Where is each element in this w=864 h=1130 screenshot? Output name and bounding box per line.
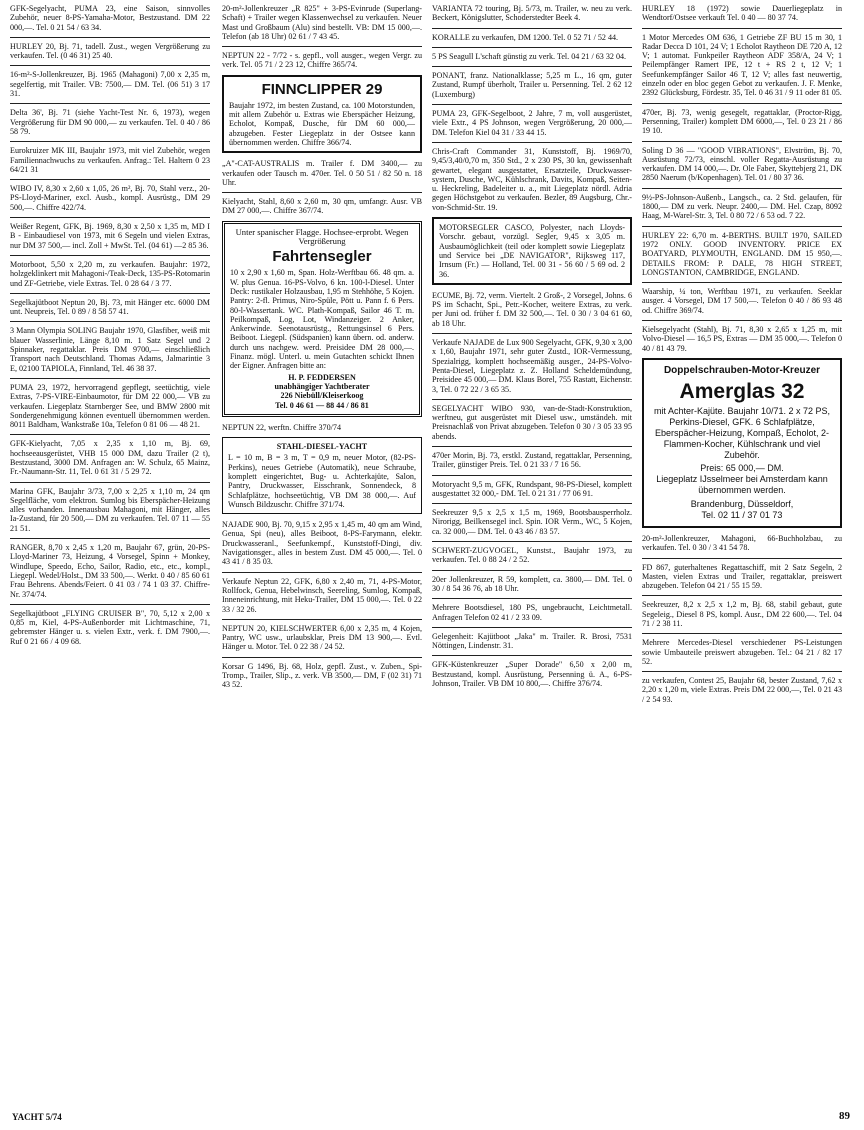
classified-ad: Verkaufe Neptun 22, GFK, 6,80 x 2,40 m, 71, 4-PS-Motor, Rollfock, Genua, Hebelwinsch, Seereling, Sumlog, Kompaß, Inneneinrichtung, mit Heku-Trailer, DM 15 000,—. Tel. 0 22 33 / 32 26. <box>222 576 422 614</box>
classified-ad: Segelkajütboot „FLYING CRUISER B", 70, 5,12 x 2,00 x 0,85 m, Kiel, 4-PS-Außenborder mit Lichtmaschine, 71, gebremster Hänger u. s. vielen Extr., verk. f. DM 7900,—. Ruf 0 21 66 / 4 09 68. <box>10 608 210 646</box>
classified-page <box>8 4 856 1104</box>
classified-ad: NAJADE 900, Bj. 70, 9,15 x 2,95 x 1,45 m, 40 qm am Wind, Genua, Spi (neu), alles Beiboot, 8-PS-Farymann, elektr. Druckwasseranl., Seefunkempf., Kunststoff-Dingi, div. Navigationsger., alles in bestem Zust. DM 45 000,—. Tel. 0 43 41 / 8 35 03. <box>222 520 422 567</box>
classified-ad: 3 Mann Olympia SOLING Baujahr 1970, Glasfiber, weiß mit blauer Wasserlinie, Länge 8,10 m. 1 Satz Segel und 2 Spinnaker, regattaklar. Preis DM 9700,— einschließlich Transport nach Deutschland. Thomas Adams, Jalmarintie 3 E, 02100 TAPIOLA, Finnland, Tel. 46 38 37. <box>10 326 210 373</box>
classified-ad: 20-m²-Jollenkreuzer, Mahagoni, 66-Buchholzbau, zu verkaufen. Tel. 0 30 / 3 41 54 78. <box>642 533 842 553</box>
classified-ad: 5 PS Seagull L'schaft günstig zu verk. Tel. 04 21 / 63 32 04. <box>432 51 627 61</box>
amerglas-city: Brandenburg, Düsseldorf, <box>690 498 794 509</box>
classified-ad: „A"-CAT-AUSTRALIS m. Trailer f. DM 3400,— zu verkaufen oder Tausch m. 470er. Tel. 0 50 51 / 82 50 n. 18 Uhr. <box>222 159 422 187</box>
classified-ad: Kielyacht, Stahl, 8,60 x 2,60 m, 30 qm, umfangr. Ausr. VB DM 27 000,—. Chiffre 367/74. <box>222 197 422 216</box>
classified-ad: Chris-Craft Commander 31, Kunststoff, Bj. 1969/70, 9,45/3,40/0,70 m, 350 Std., 2 x 230 PS, 30 kn, gewissenhaft gewartet, elegant ausgestattet, Ersatzteile, Druckwasser-system, Dusche, WC, Kühlschrank, Davits, Kompaß, Seiten- u. Heckreling, Badeleiter u. a., mit Liegeplatz nördl. Adria gegen Höchstgebot zu verkaufen. Bezler, 89 Augsburg, Chr.-von-Schmid-Str. 19. <box>432 146 632 212</box>
classified-ad: Mehrere Bootsdiesel, 180 PS, ungebraucht, Leichtmetall. Anfragen Telefon 02 41 / 2 33 09. <box>432 603 632 622</box>
classified-ad: zu verkaufen, Contest 25, Baujahr 68, bester Zustand, 7,62 x 2,20 x 1,20 m, viele Extras. Preis DM 22 000,—, Tel. 0 21 43 / 2 54 93. <box>642 676 842 704</box>
amerglas-title: Amerglas 32 <box>679 379 805 403</box>
stahl-diesel-title: STAHL-DIESEL-YACHT <box>276 442 368 452</box>
finnclipper-body: Baujahr 1972, im besten Zustand, ca. 100 Motorstunden, mit allem Zubehör u. Extras wie Eberspächer Heizung, Echolot, Kompaß, Dusche, für DM 60 000,— abzugeben. Fester Liegeplatz in der Ostsee kann übernommen werden. Chiffre 366/74. <box>229 100 415 147</box>
fahrtensegler-contact-name: H. P. FEDDERSEN <box>288 372 356 382</box>
classified-ad: PONANT, franz. Nationalklasse; 5,25 m L., 16 qm, guter Zustand, Rumpf überholt, Trailer u. Persenning. Tel. 2 62 12 (Luxemburg) <box>432 71 632 99</box>
classified-ad: 16-m²-S-Jollenkreuzer, Bj. 1965 (Mahagoni) 7,00 x 2,35 m, segelfertig, mit Trailer. VB: 7500,— DM. Tel. (06 51) 3 17 31. <box>10 70 210 99</box>
classified-ad: Verkaufe NAJADE de Lux 900 Segelyacht, GFK, 9,30 x 3,00 x 1,60, Baujahr 1971, sehr guter Zustd., IOR-Vermessung, Spezialrigg, komplett hochseemäßig ausger., 24-PS-Volvo-Penta-Diesel, Liegeplatz z. Z. Holland Scheldemündung, Preisidee 45 000,— DM. Klaus Borel, 755 Rastatt, Eichenstr. 3, Tel. 0 72 22 / 3 65 35. <box>432 338 632 394</box>
classified-ad: Seekreuzer 9,5 x 2,5 x 1,5 m, 1969, Bootsbausperrholz. Nirorigg, Beilkensegel incl. Spin. IOR Verm., WC, 5 Kojen, ca. 32 000,— DM. Tel. 0 43 46 / 83 57. <box>432 508 632 536</box>
classified-ad: Korsar G 1496, Bj. 68, Holz, gepfl. Zust., v. Zuben., Spi-Tromp., Trailer, Slip., z. verk. VB 3500,— DM, F (02 31) 71 43 52. <box>222 661 422 690</box>
fahrtensegler-title: Fahrtensegler <box>272 248 372 266</box>
classified-ad: PUMA 23, 1972, hervorragend gepflegt, seetüchtig, viele Extras, 7-PS-VIRE-Einbaumotor, für DM 22 000,— VB zu verkaufen. Liegeplatz Starnberger See, und BMW 2800 mit Sondergenehmigung können eventuell übernommen werden. 8011 Baldham, Wankstraße 10a, Telefon 0 81 06 — 48 21. <box>10 382 210 430</box>
classified-ad: 1 Motor Mercedes OM 636, 1 Getriebe ZF BU 15 m 30, 1 Radar Decca D 101, 24 V; 1 Echolot Raytheon DE 720 A, 12 V; 1 automat. Funkpeiler Raytheon ADF 358/A, 24 V; 1 Peilempfänger Ramert IPE, 12 t + RS 2 t, 12 V; 1 Seefunkempfänger Sailor 46 T, 12 V; alles fast neuwertig, einzeln oder en bloc gegen Gebot zu verkaufen. J. F. Menke, 2392 Glücksburg, Fördestr. 35, Tel. 0 46 31 / 9 11 oder 81 05. <box>642 32 842 98</box>
classified-ad: HURLEY 20, Bj. 71, tadell. Zust., wegen Vergrößerung zu verkaufen. Tel. (0 46 31) 25 40. <box>10 41 210 61</box>
page-number: 89 <box>839 1110 850 1122</box>
amerglas-tel: Tel. 02 11 / 37 01 73 <box>701 509 783 520</box>
column-4 <box>642 4 842 709</box>
fahrtensegler-contact-tel: Tel. 0 46 61 — 88 44 / 86 81 <box>275 400 369 410</box>
classified-ad: Waarship, ¼ ton, Werftbau 1971, zu verkaufen. Seeklar ausger. 4 Vorsegel, DM 17 500,—. Telefon 0 40 / 86 93 48 od. Chiffre 369/74. <box>642 287 842 315</box>
classified-ad: Eurokruizer MK III, Baujahr 1973, mit viel Zubehör, wegen Familiennachwuchs zu verkaufen. Anfrag.: Tel. Haltern 0 23 64/21 31 <box>10 146 210 174</box>
classified-ad: KORALLE zu verkaufen, DM 1200. Tel. 0 52 71 / 52 44. <box>432 32 619 42</box>
column-1 <box>10 4 210 651</box>
classified-ad: VARIANTA 72 touring, Bj. 5/73, m. Trailer, w. neu zu verk. Beckert, Königslutter, Schoderstedter Beek 4. <box>432 4 632 23</box>
classified-ad: Soling D 36 — "GOOD VIBRATIONS", Elvström, Bj. 70, Ausrüstung 72/73, einschl. voller Regatta-Ausrüstung zu verkaufen. DM 14 000,—. Dr. Ole Faber, Skyttebjerg 21, DK 2850 Naerum (b/Kopenhagen). Tel. 01 / 80 37 36. <box>642 145 842 183</box>
fahrtensegler-contact-line2: 226 Niebüll/Kleiserkoog <box>280 391 364 401</box>
classified-ad: Gelegenheit: Kajütboot „Jaka" m. Trailer. R. Brosi, 7531 Nöttingen, Lindenstr. 31. <box>432 631 632 651</box>
classified-ad: HURLEY 18 (1972) sowie Dauerliegeplatz in Wendtorf/Ostsee verkauft Tel. 0 40 — 80 37 74. <box>642 4 842 23</box>
classified-ad: 9½-PS-Johnson-Außenb., Langsch., ca. 2 Std. gelaufen, für 1800,— DM zu verk. Neupr. 2400,— DM. Hel. Czap, 8092 Haag, M-Warel-Str. 3, Tel. 0 80 72 / 6 53 od. 7 22. <box>642 192 842 221</box>
casco-body: MOTORSEGLER CASCO, Polyester, nach Lloyds-Vorschr. gebaut, vorzügl. Segler, 9,45 x 3,05 m. Ausbaumöglichkeit (teil oder komplett sowie Liegeplatz und Service bei „DE NAVIGATOR", Rijksweg 117, Irnsum (Fr.) — Holland, Tel. 00 31 - 56 60 / 5 69 od. 2 36. <box>439 223 625 279</box>
classified-ad: 20-m²-Jollenkreuzer „R 825" + 3-PS-Evinrude (Superlang-Schaft) + Trailer wegen Klassenwechsel zu verkaufen. Neuer Mast und Großbaum (Alu) sind bestellt. VB: DM 15 000,—. Telefon (ab 18 Uhr) 02 61 / 7 43 45. <box>222 4 422 41</box>
classified-ad: NEPTUN 20, KIELSCHWERTER 6,00 x 2,35 m, 4 Kojen, Pantry, WC usw., urlaubsklar, Preis DM 13 900,—. Evtl. Hänger u. Motor. Tel. 0 22 38 / 24 52. <box>222 623 422 652</box>
fahrtensegler-body: 10 x 2,90 x 1,60 m, Span. Holz-Werftbau 66. 48 qm. a. W. plus Genua. 16-PS-Volvo, 6 kn. 100-l-Diesel. Unter Deck: rustikaler Holzausbau, 1,95 m Stehhöhe, 5 Kojen. Pantry: 2-fl. Primus, Niro-Spüle, Pött u. Pann f. 6 Pers. 80-l-Wassertank. WC. Plath-Kompaß, Sailor 46 T. m. Peilkompaß, Log, Lot, Windanzeiger. 2 Anker, Ankerwinde. Seenotausrüstg., Rettungsinsel 6 Pers. Beiboot. Liegepl. (Südspanien) kann übern. od. anderw. durch uns nachgew. werd. Preisidee DM 28 000,—. Finanz. mögl. Unterl. u. mein Gutachten schickt Ihnen der Eigner. Anfragen bitte an: <box>230 268 414 371</box>
classified-ad: GFK-Küstenkreuzer „Super Dorade" 6,50 x 2,00 m, Bestzustand, kompl. Ausrüstung, Persenning ü. A., 6-PS-Johnson, Trailer. VB DM 10 800,—. Chiffre 376/74. <box>432 660 632 689</box>
fahrtensegler-intro: Unter spanischer Flagge. Hochsee-erprobt. Wegen Vergrößerung <box>235 226 409 247</box>
classified-ad: SEGELYACHT WIBO 930, van-de-Stadt-Konstruktion, werftneu, gut ausgerüstet mit Diesel usw., umständeh. mit Preisnachlaß von Privat abzugeben. Telefon 0 30 / 3 05 33 95 abends. <box>432 403 632 441</box>
column-2 <box>222 4 422 695</box>
magazine-issue: YACHT 5/74 <box>12 1112 62 1122</box>
amerglas-body: mit Achter-Kajüte. Baujahr 10/71. 2 x 72 PS, Perkins-Diesel, GFK. 6 Schlafplätze, Eberspächer-Heizung, Kompaß, Echolot, 2-Flammen-Kocher, Kühlschrank und viel Zubehör. <box>653 405 831 460</box>
classified-ad: Seekreuzer, 8,2 x 2,5 x 1,2 m, Bj. 68, stabil gebaut, gute Segeleig., Diesel 8 PS, kompl. Ausr., DM 22 600,—. Tel. 04 71 / 2 38 11. <box>642 600 842 628</box>
classified-ad: Motoryacht 9,5 m, GFK, Rundspant, 98-PS-Diesel, komplett ausgestattet 32 000,- DM. Tel. 0 21 31 / 77 06 91. <box>432 479 632 498</box>
classified-ad: NEPTUN 22, werftn. Chiffre 370/74 <box>222 422 341 432</box>
classified-ad: GFK-Kielyacht, 7,05 x 2,35 x 1,10 m, Bj. 69, hochseeausgerüstet, VHB 15 000 DM, dazu Trailer (2 t), Bestzustand, 3000 DM. Anfragen an: W. Schulz, 65 Mainz, Fr.-Naumann-Str. 11, Tel. 0 61 31 / 5 29 72. <box>10 439 210 477</box>
classified-ad: Motorboot, 5,50 x 2,20 m, zu verkaufen. Baujahr: 1972, holzgeklinkert mit Mahagoni-/Teak-Deck, 135-PS-Rotomarin und ZF-Getriebe, viele Extras. Tel. 0 28 64 / 3 77. <box>10 259 210 288</box>
amerglas-ad-box <box>642 358 842 528</box>
finnclipper-title: FINNCLIPPER 29 <box>261 80 383 98</box>
amerglas-liegeplatz: Liegeplatz IJsselmeer bei Amsterdam kann übernommen werden. <box>656 473 828 495</box>
classified-ad: FD 867, guterhaltenes Regattaschiff, mit 2 Satz Segeln, 2 Masten, vielen Extras und Trailer, regattaklar, preiswert abzugeben. Telefon 04 21 / 55 15 59. <box>642 562 842 591</box>
classified-ad: 20er Jollenkreuzer, R 59, komplett, ca. 3800,— DM. Tel. 0 30 / 8 54 36 76, ab 18 Uhr. <box>432 574 632 593</box>
stahl-diesel-ad-box <box>222 437 422 514</box>
classified-ad: Segelkajütboot Neptun 20, Bj. 73, mit Hänger etc. 6000 DM unt. Neupreis, Tel. 0 89 / 8 58 57 41. <box>10 297 210 317</box>
classified-ad: Weißer Regent, GFK, Bj. 1969, 8,30 x 2,50 x 1,35 m, MD I B - Einbaudiesel von 1973, mit 6 Segeln und vielen Extras, nur DM 37 500,— incl. Zoll + MwSt. Tel. (04 61) —2 85 36. <box>10 222 210 250</box>
classified-ad: NEPTUN 22 - 7/72 - s. gepfl., voll ausger., wegen Vergr. zu verk. Tel. 05 71 / 2 23 12, Chiffre 365/74. <box>222 51 422 70</box>
amerglas-heading: Doppelschrauben-Motor-Kreuzer <box>663 364 821 376</box>
classified-ad: Kielsegelyacht (Stahl), Bj. 71, 8,30 x 2,65 x 1,25 m, mit Volvo-Diesel — 16,5 PS, Extras — DM 35 000,—. Telefon 0 40 / 81 43 79. <box>642 325 842 353</box>
classified-ad: Marina GFK, Baujahr 3/73, 7,00 x 2,25 x 1,10 m, 24 qm Segelfläche, vom elektron. Sumlog bis Eberspächer-Heizung alles vorhanden. Innenausbau Mahagoni, mit Hänger, alles Ia-Zustand, für 20 500,— DM zu verkaufen. Tel. 07 11 — 55 21 51. <box>10 486 210 533</box>
classified-ad: Delta 36', Bj. 71 (siehe Yacht-Test Nr. 6, 1973), wegen Vergrößerung für DM 90 000,— zu verkaufen. Tel. 0 40 / 86 58 79. <box>10 108 210 136</box>
casco-ad-box <box>432 217 632 285</box>
classified-ad: PUMA 23, GFK-Segelboot, 2 Jahre, 7 m, voll ausgerüstet, viele Extr., 4 PS Johnson, wegen Vergrößerung, 20 000,— DM. Telefon Kiel 04 31 / 33 44 15. <box>432 109 632 137</box>
classified-ad: SCHWERT-ZUGVOGEL, Kunstst., Baujahr 1973, zu verkaufen. Tel. 0 88 24 / 2 52. <box>432 546 632 565</box>
classified-ad: WIBO IV, 8,30 x 2,60 x 1,05, 26 m², Bj. 70, Stahl verz., 20-PS-Lloyd-Mariner, excl. Ausb., kompl. Ausrüstg., DM 29 500,—. Chiffre 422/74. <box>10 184 210 212</box>
classified-ad: Mehrere Mercedes-Diesel verschiedener PS-Leistungen sowie Umbauteile preiswert abzugeben. Tel.: 04 21 / 82 17 52. <box>642 638 842 666</box>
fahrtensegler-ad-box <box>222 221 422 417</box>
classified-ad: 470er, Bj. 73, wenig gesegelt, regattaklar, (Proctor-Rigg, Persenning, Trailer) komplett DM 6000,—, Tel. 0 23 21 / 86 19 10. <box>642 107 842 136</box>
stahl-diesel-body: L = 10 m, B = 3 m, T = 0,9 m, neuer Motor, (82-PS-Perkins), neues Getriebe (Automatik), neue Schraube, komplett eingerichtet, Bug- u. Achterkajüte, Salon, Pantry, Druckwasser, Eisschrank, Sonnendeck, 8 Schlafplätze, hochseetüchtig, VB DM 38 000,—. Auf Wunsch Bildzuschr. Chiffre 371/74. <box>228 453 416 509</box>
amerglas-price: Preis: 65 000,— DM. <box>700 462 784 473</box>
classified-ad: RANGER, 8,70 x 2,45 x 1,20 m, Baujahr 67, grün, 20-PS-Lloyd-Mariner 73, Heizung, 4 Vorsegel, Spinn + Monkey, Windlupe, Speedo, Echo, Sailor, Radio, etc., etc., kompl., Liegepl. Wedel/Holst., DM 33 500,—. Werkt. 0 40 / 85 60 61 Frau Behrens. Abends/Feiert. 0 41 03 / 74 1 03 37. Chiffre-Nr. 374/74. <box>10 543 210 599</box>
classified-ad: GFK-Segelyacht, PUMA 23, eine Saison, sinnvolles Zubehör, neuer 8-PS-Yamaha-Motor, Bestzustand. DM 22 000,—. Tel. 0 21 54 / 63 34. <box>10 4 210 32</box>
classified-ad: HURLEY 22: 6,70 m. 4-BERTHS. BUILT 1970, SAILED 1972 ONLY. GOOD INVENTORY. PRICE EX BOATYARD, PLYMOUTH, ENGLAND. DM 15 950,—. DETAILS FROM: P. DALE, 78 HIGH STREET, LONGSTANTON, CAMBRIDGE, ENGLAND. <box>642 230 842 277</box>
classified-ad: ECUME, Bj. 72, verm. Viertelt. 2 Groß-, 2 Vorsegel, Johns. 6 PS im Schacht, Spi., Petr.-Kocher, weitere Extras, zu verk. per Juni od. früher f. DM 32 500,—. Tel. 0 30 / 3 04 61 60, ab 18 Uhr. <box>432 290 632 328</box>
classified-ad: 470er Morin, Bj. 73, erstkl. Zustand, regattaklar, Persenning, Trailer, günstiger Preis. Tel. 0 21 33 / 7 16 56. <box>432 450 632 470</box>
fahrtensegler-contact-line1: unabhängiger Yachtberater <box>274 381 370 391</box>
finnclipper-ad-box <box>222 75 422 153</box>
column-3 <box>432 4 632 693</box>
